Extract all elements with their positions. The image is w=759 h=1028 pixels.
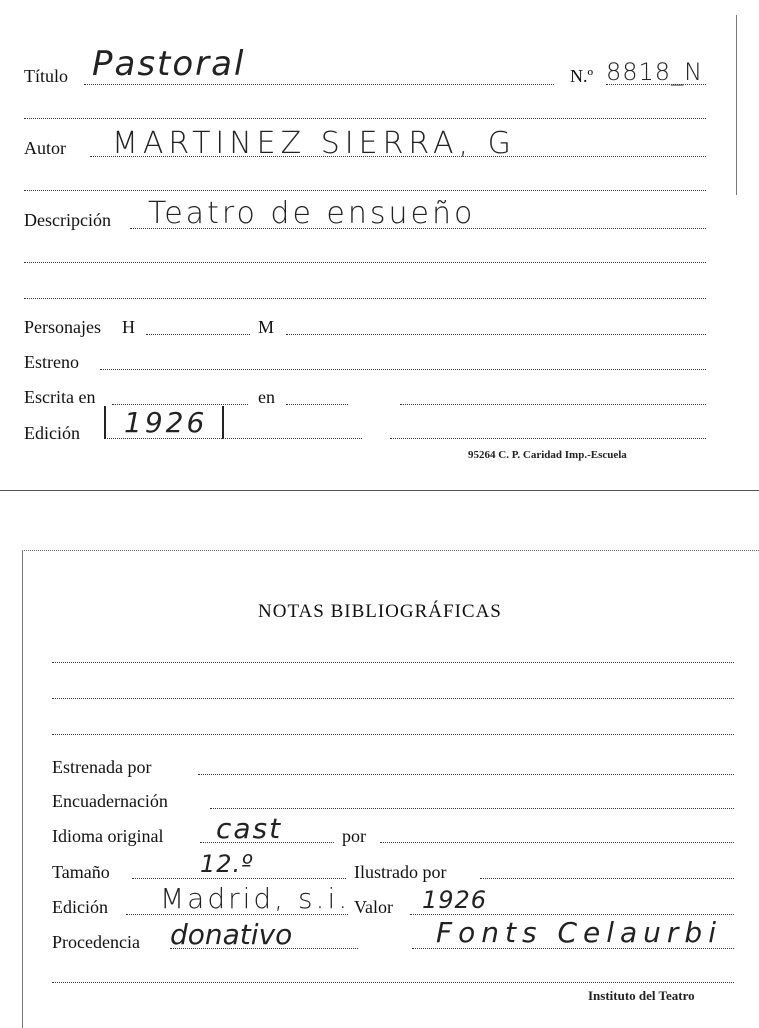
row-line	[24, 262, 706, 263]
edicion2-label: Edición	[52, 897, 108, 917]
row-line	[52, 698, 734, 699]
notas-title: NOTAS BIBLIOGRÁFICAS	[258, 601, 502, 622]
estreno-line	[100, 369, 706, 370]
fondo-value: Fonts Celaurbi	[436, 916, 722, 949]
descripcion-value: Teatro de ensueño	[148, 196, 476, 231]
row-line	[52, 662, 734, 663]
numero-label: N.º	[570, 66, 594, 86]
personajes-label: Personajes	[24, 317, 101, 337]
ilustrado-label: Ilustrado por	[354, 862, 447, 882]
titulo-line	[84, 84, 554, 85]
h-line	[146, 334, 250, 335]
institute-imprint: Instituto del Teatro	[588, 988, 695, 1003]
encuadernacion-line	[210, 808, 734, 809]
descripcion-line	[130, 228, 706, 229]
en-line-2	[400, 404, 706, 405]
edicion-line-2	[390, 438, 706, 439]
numero-line	[606, 84, 706, 85]
tamano-line	[132, 878, 346, 879]
card-edge	[736, 15, 737, 195]
estrenada-label: Estrenada por	[52, 757, 152, 777]
numero-value: 8818_N	[606, 58, 704, 86]
tamano-value: 12.º	[200, 850, 254, 878]
en-line	[286, 404, 348, 405]
edicion-value: 1926	[124, 406, 208, 439]
m-line	[286, 334, 706, 335]
valor-label: Valor	[354, 897, 393, 917]
escrita-label: Escrita en	[24, 387, 96, 407]
por-label: por	[342, 826, 366, 846]
idioma-value: cast	[216, 812, 283, 845]
en-label: en	[258, 387, 275, 407]
row-line	[52, 982, 734, 983]
h-label: H	[122, 317, 135, 337]
edicion-line	[222, 438, 362, 439]
edicion-label: Edición	[24, 423, 80, 443]
edicion2-value: Madrid, s.i.	[160, 882, 351, 915]
catalog-card-back	[0, 542, 759, 1028]
procedencia-line	[170, 948, 358, 949]
procedencia-label: Procedencia	[52, 932, 140, 952]
procedencia-line-2	[412, 948, 734, 949]
idioma-label: Idioma original	[52, 826, 164, 846]
row-line	[24, 190, 706, 191]
autor-line	[90, 156, 706, 157]
por-line	[380, 842, 734, 843]
valor-line	[410, 914, 734, 915]
row-line	[24, 118, 706, 119]
printer-imprint: 95264 C. P. Caridad Imp.-Escuela	[468, 449, 627, 461]
tamano-label: Tamaño	[52, 862, 110, 882]
valor-value: 1926	[422, 886, 488, 914]
escrita-line	[112, 404, 248, 405]
row-line	[24, 298, 706, 299]
encuadernacion-label: Encuadernación	[52, 791, 168, 811]
titulo-value: Pastoral	[92, 44, 246, 84]
card-bottom-edge	[0, 490, 759, 491]
autor-value: MARTINEZ SIERRA, G	[112, 126, 516, 161]
card-top-edge	[22, 550, 759, 551]
row-line	[52, 734, 734, 735]
estrenada-line	[198, 774, 734, 775]
estreno-label: Estreno	[24, 352, 79, 372]
titulo-label: Título	[24, 66, 68, 86]
autor-label: Autor	[24, 138, 66, 158]
descripcion-label: Descripción	[24, 210, 111, 230]
m-label: M	[258, 317, 275, 337]
procedencia-value: donativo	[170, 918, 293, 951]
edicion2-line	[126, 914, 348, 915]
idioma-line	[200, 842, 334, 843]
catalog-card-front	[0, 0, 745, 492]
card-edge	[22, 550, 23, 1028]
ilustrado-line	[480, 878, 734, 879]
